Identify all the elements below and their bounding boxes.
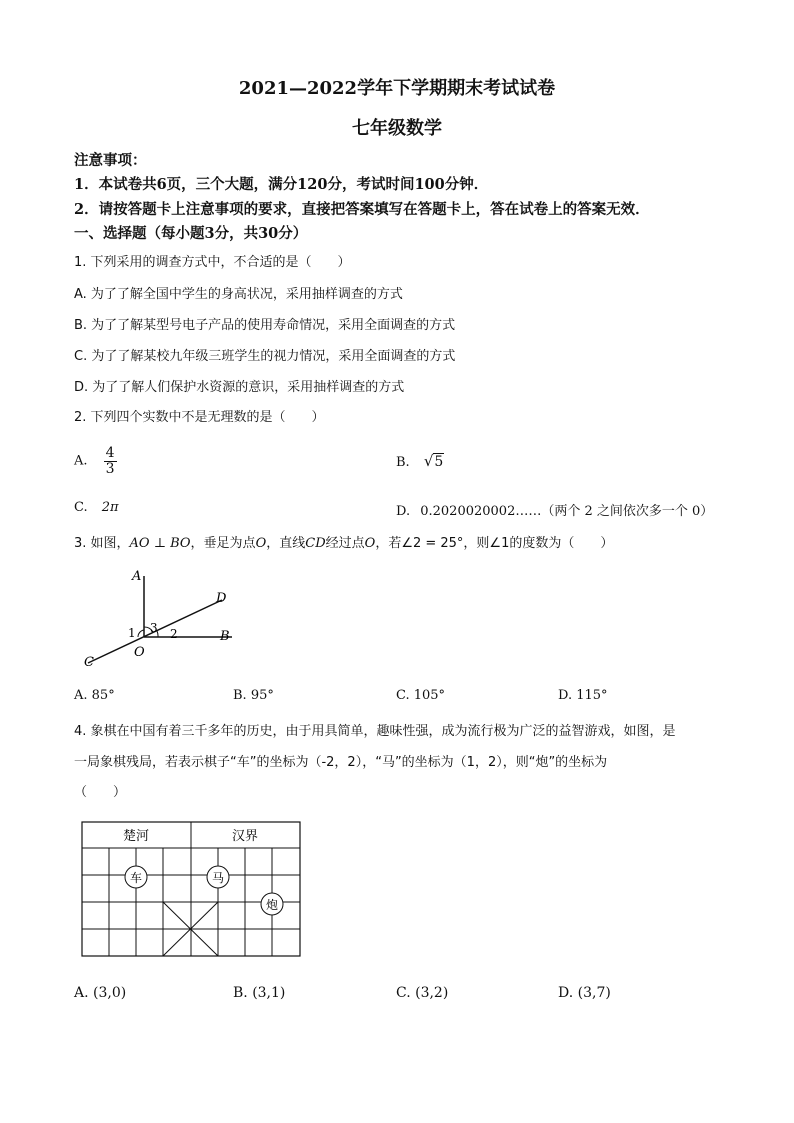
piece-che-label: 车 (129, 871, 143, 885)
label-angle-1: 1 (128, 626, 136, 640)
stem-text: ，垂足为点 (190, 536, 256, 551)
piece-pao (261, 893, 283, 915)
note-item: 1．本试卷共6页，三个大题，满分120分，考试时间100分钟． (74, 176, 489, 193)
math-expr: AO ⊥ BO (129, 536, 191, 551)
label-o: O (134, 645, 145, 660)
question-3-stem (74, 532, 613, 551)
option-value: 0.2020020002……（两个 2 之间依次多一个 0） (420, 504, 714, 519)
stem-text: ，若∠2 = 25°，则∠1的度数为（ ） (375, 536, 614, 551)
river-right-label: 汉界 (231, 829, 259, 844)
question-3-option-b: B. 95° (233, 688, 274, 703)
math-expr: CD (305, 536, 326, 551)
question-3-option-c: C. 105° (396, 688, 446, 703)
option-label: B. (396, 455, 410, 470)
exam-subtitle: 七年级数学 (352, 118, 442, 139)
question-4-option-c: C. (3,2) (396, 985, 449, 1001)
fraction-denominator: 3 (105, 460, 115, 477)
question-1-option-b: B. 为了了解某型号电子产品的使用寿命情况，采用全面调查的方式 (74, 318, 456, 333)
label-angle-2: 2 (170, 627, 178, 641)
label-angle-3: 3 (150, 621, 158, 635)
question-4-option-d: D. (3,7) (558, 985, 611, 1001)
question-1-stem: 1. 下列采用的调查方式中，不合适的是（ ） (74, 255, 351, 270)
question-4-option-a: A. (3,0) (74, 985, 127, 1001)
question-2-option-d (396, 500, 713, 519)
angle-figure (80, 560, 260, 672)
piece-ma (207, 866, 229, 888)
question-2-option-b (396, 452, 444, 470)
stem-text: ，直线 (266, 536, 306, 551)
notes-heading: 注意事项： (74, 152, 147, 169)
question-1-option-d: D. 为了了解人们保护水资源的意识，采用抽样调查的方式 (74, 380, 405, 395)
option-value: 2π (101, 500, 119, 515)
option-label: D. (396, 504, 411, 519)
radicand: 5 (434, 454, 444, 470)
piece-che (125, 866, 147, 888)
angle-1-arc (138, 630, 144, 637)
math-expr: O (255, 536, 267, 551)
stem-text: 3. 如图， (74, 536, 130, 551)
fraction (104, 446, 117, 476)
question-4-line-1: 4. 象棋在中国有着三千多年的历史，由于用具简单，趣味性强，成为流行极为广泛的益智游戏，如图，是 (74, 724, 676, 739)
label-c: C (84, 655, 94, 670)
label-d: D (216, 591, 227, 606)
stem-text: 经过点 (325, 536, 365, 551)
label-b: B (220, 629, 230, 644)
question-4-line-3: （ ） (74, 785, 127, 800)
label-a: A (132, 569, 142, 584)
question-4-line-2: 一局象棋残局，若表示棋子“车”的坐标为（-2，2），“马”的坐标为（1，2），则“炮”的坐标为 (74, 755, 608, 770)
question-3-option-a: A. 85° (74, 688, 115, 703)
piece-ma-label: 马 (211, 871, 225, 885)
note-item: 2．请按答题卡上注意事项的要求，直接把答案填写在答题卡上，答在试卷上的答案无效． (74, 201, 650, 218)
option-label: C. (74, 500, 88, 515)
option-label: A. (74, 453, 88, 469)
question-2-stem: 2. 下列四个实数中不是无理数的是（ ） (74, 410, 325, 425)
question-2-option-a (74, 446, 117, 476)
question-2-option-c (74, 500, 119, 515)
fraction-numerator: 4 (105, 445, 115, 461)
question-1-option-c: C. 为了了解某校九年级三班学生的视力情况，采用全面调查的方式 (74, 349, 456, 364)
piece-pao-label: 炮 (265, 898, 279, 912)
question-3-option-d: D. 115° (558, 688, 608, 703)
river-left-label: 楚河 (122, 829, 150, 844)
math-expr: O (364, 536, 376, 551)
chess-board (80, 820, 304, 960)
radical-sign: √ (423, 452, 434, 470)
section-heading: 一、选择题（每小题3分，共30分） (74, 225, 308, 242)
question-4-option-b: B. (3,1) (233, 985, 286, 1001)
exam-title: 2021—2022学年下学期期末考试试卷 (238, 78, 556, 99)
question-1-option-a: A. 为了了解全国中学生的身高状况，采用抽样调查的方式 (74, 287, 403, 302)
